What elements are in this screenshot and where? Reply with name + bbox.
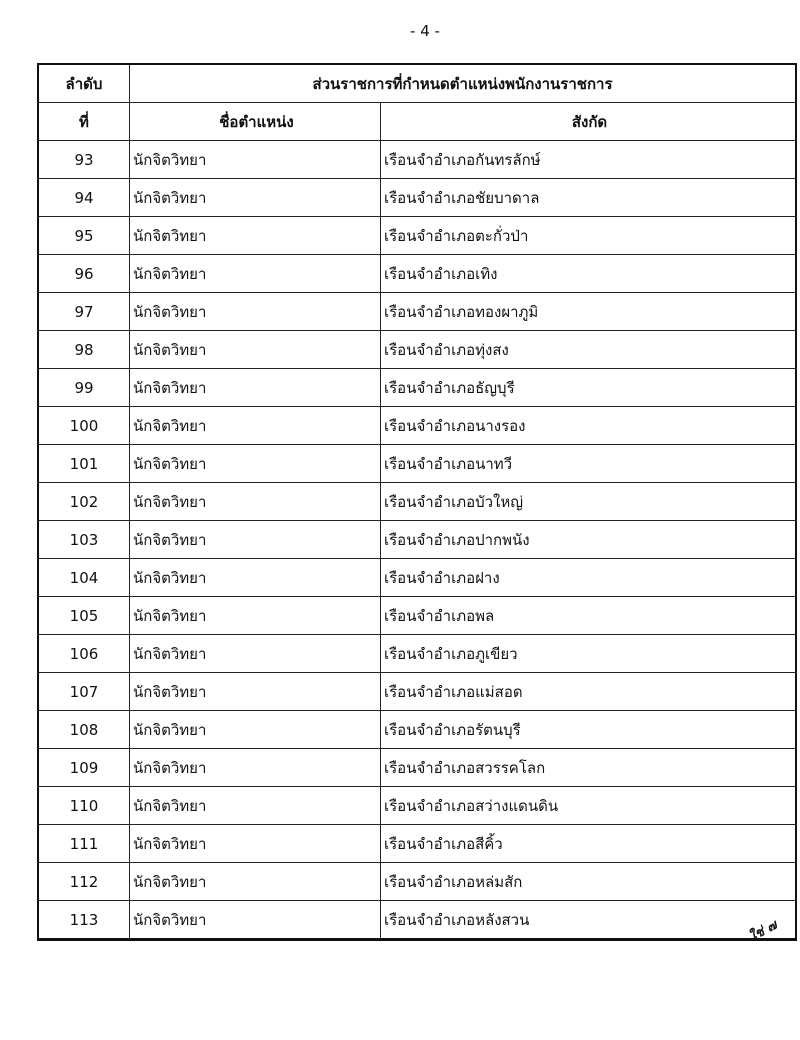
row-number: 113 — [38, 901, 130, 940]
row-number: 111 — [38, 825, 130, 863]
table-row — [38, 787, 796, 825]
affiliation-cell: เรือนจำอำเภอหลังสวน — [381, 901, 797, 940]
affiliation-cell: เรือนจำอำเภอสวรรคโลก — [381, 749, 797, 787]
row-number: 93 — [38, 141, 130, 179]
row-number: 110 — [38, 787, 130, 825]
row-number: 107 — [38, 673, 130, 711]
positions-table — [37, 63, 797, 941]
affiliation-cell: เรือนจำอำเภอตะกั่วป่า — [381, 217, 797, 255]
position-cell: นักจิตวิทยา — [130, 787, 381, 825]
position-cell: นักจิตวิทยา — [130, 407, 381, 445]
row-number: 104 — [38, 559, 130, 597]
header-row-1 — [38, 64, 796, 103]
row-number: 112 — [38, 863, 130, 901]
row-number: 94 — [38, 179, 130, 217]
header-row-2 — [38, 103, 796, 141]
table-row — [38, 901, 796, 940]
table-row — [38, 407, 796, 445]
affiliation-cell: เรือนจำอำเภอภูเขียว — [381, 635, 797, 673]
affiliation-cell: เรือนจำอำเภอรัตนบุรี — [381, 711, 797, 749]
row-number: 106 — [38, 635, 130, 673]
table-row — [38, 369, 796, 407]
affiliation-cell: เรือนจำอำเภอพล — [381, 597, 797, 635]
position-cell: นักจิตวิทยา — [130, 331, 381, 369]
position-cell: นักจิตวิทยา — [130, 559, 381, 597]
position-cell: นักจิตวิทยา — [130, 825, 381, 863]
position-cell: นักจิตวิทยา — [130, 597, 381, 635]
table-row — [38, 673, 796, 711]
position-cell: นักจิตวิทยา — [130, 255, 381, 293]
position-cell: นักจิตวิทยา — [130, 483, 381, 521]
row-number: 108 — [38, 711, 130, 749]
table-row — [38, 559, 796, 597]
table-row — [38, 825, 796, 863]
position-cell: นักจิตวิทยา — [130, 635, 381, 673]
table-row — [38, 749, 796, 787]
table-row — [38, 141, 796, 179]
affiliation-cell: เรือนจำอำเภอธัญบุรี — [381, 369, 797, 407]
row-number: 101 — [38, 445, 130, 483]
row-number: 96 — [38, 255, 130, 293]
position-header: ชื่อตำแหน่ง — [130, 103, 381, 141]
position-cell: นักจิตวิทยา — [130, 673, 381, 711]
position-cell: นักจิตวิทยา — [130, 749, 381, 787]
affiliation-cell: เรือนจำอำเภอแม่สอด — [381, 673, 797, 711]
affiliation-cell: เรือนจำอำเภอสว่างแดนดิน — [381, 787, 797, 825]
table-row — [38, 255, 796, 293]
affiliation-header: สังกัด — [381, 103, 797, 141]
affiliation-cell: เรือนจำอำเภอบัวใหญ่ — [381, 483, 797, 521]
affiliation-cell: เรือนจำอำเภอปากพนัง — [381, 521, 797, 559]
table-row — [38, 293, 796, 331]
table-row — [38, 635, 796, 673]
table-row — [38, 711, 796, 749]
position-cell: นักจิตวิทยา — [130, 179, 381, 217]
table-row — [38, 445, 796, 483]
row-number: 102 — [38, 483, 130, 521]
position-cell: นักจิตวิทยา — [130, 293, 381, 331]
affiliation-cell: เรือนจำอำเภอทองผาภูมิ — [381, 293, 797, 331]
affiliation-cell: เรือนจำอำเภอนาทวี — [381, 445, 797, 483]
handwritten-mark: ใช่ ๗ — [746, 917, 780, 945]
table-row — [38, 217, 796, 255]
position-cell: นักจิตวิทยา — [130, 141, 381, 179]
row-number: 98 — [38, 331, 130, 369]
seq-header-line2: ที่ — [38, 103, 130, 141]
row-number: 99 — [38, 369, 130, 407]
position-cell: นักจิตวิทยา — [130, 863, 381, 901]
table-row — [38, 331, 796, 369]
affiliation-cell: เรือนจำอำเภอหล่มสัก — [381, 863, 797, 901]
position-cell: นักจิตวิทยา — [130, 521, 381, 559]
position-cell: นักจิตวิทยา — [130, 369, 381, 407]
table-row — [38, 863, 796, 901]
affiliation-cell: เรือนจำอำเภอทุ่งสง — [381, 331, 797, 369]
group-title-header: ส่วนราชการที่กำหนดตำแหน่งพนักงานราชการ — [130, 64, 797, 103]
position-cell: นักจิตวิทยา — [130, 445, 381, 483]
affiliation-cell: เรือนจำอำเภอสีคิ้ว — [381, 825, 797, 863]
affiliation-cell: เรือนจำอำเภอเทิง — [381, 255, 797, 293]
row-number: 95 — [38, 217, 130, 255]
affiliation-cell: เรือนจำอำเภอนางรอง — [381, 407, 797, 445]
seq-header-line1: ลำดับ — [65, 74, 103, 93]
position-cell: นักจิตวิทยา — [130, 217, 381, 255]
row-number: 109 — [38, 749, 130, 787]
row-number: 97 — [38, 293, 130, 331]
table-row — [38, 179, 796, 217]
table-row — [38, 597, 796, 635]
affiliation-cell: เรือนจำอำเภอกันทรลักษ์ — [381, 141, 797, 179]
row-number: 100 — [38, 407, 130, 445]
row-number: 103 — [38, 521, 130, 559]
position-cell: นักจิตวิทยา — [130, 711, 381, 749]
seq-header — [38, 64, 130, 103]
table-row — [38, 483, 796, 521]
page-number: - 4 - — [410, 22, 440, 40]
table-row — [38, 521, 796, 559]
affiliation-cell: เรือนจำอำเภอฝาง — [381, 559, 797, 597]
affiliation-cell: เรือนจำอำเภอชัยบาดาล — [381, 179, 797, 217]
position-cell: นักจิตวิทยา — [130, 901, 381, 940]
row-number: 105 — [38, 597, 130, 635]
